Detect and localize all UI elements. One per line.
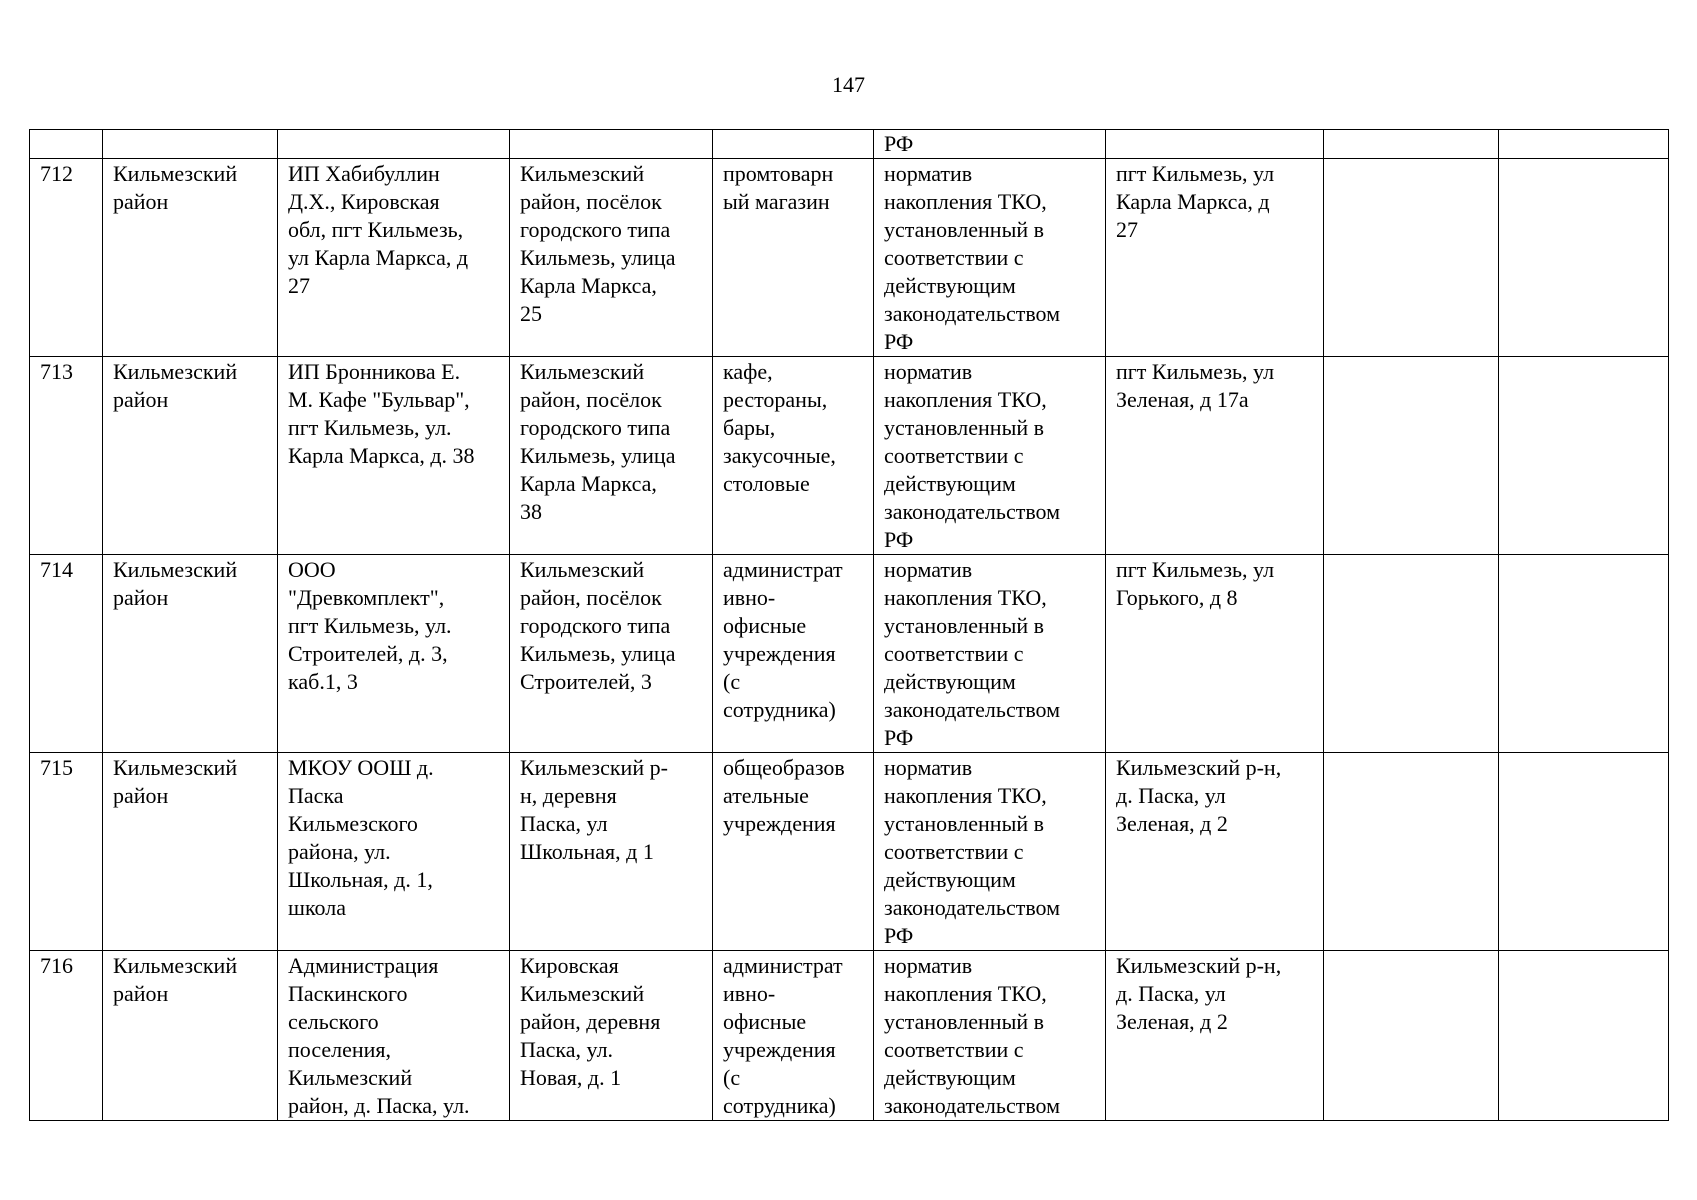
- cell-org: Администрация Паскинского сельского поселения, Кильмезский район, д. Паска, ул.: [278, 951, 510, 1121]
- cell-norm: норматив накопления ТКО, установленный в соответствии с действующим законодательством РФ: [874, 753, 1106, 951]
- table-row: [30, 951, 1669, 1121]
- cell-category: промтоварн ый магазин: [713, 159, 874, 357]
- page-number: 147: [832, 72, 865, 97]
- cell-org: ООО "Древкомплект", пгт Кильмезь, ул. Строителей, д. 3, каб.1, 3: [278, 555, 510, 753]
- cell-address: Кильмезский р- н, деревня Паска, ул Школьная, д 1: [510, 753, 713, 951]
- cell-district: [103, 130, 278, 159]
- cell-extra-2: [1499, 555, 1669, 753]
- cell-norm: норматив накопления ТКО, установленный в соответствии с действующим законодательством РФ: [874, 159, 1106, 357]
- cell-org: ИП Бронникова Е. М. Кафе "Бульвар", пгт Кильмезь, ул. Карла Маркса, д. 38: [278, 357, 510, 555]
- cell-address: Кильмезский район, посёлок городского типа Кильмезь, улица Строителей, 3: [510, 555, 713, 753]
- cell-district: Кильмезский район: [103, 951, 278, 1121]
- cell-extra-1: [1324, 555, 1499, 753]
- waste-sites-table: [29, 129, 1669, 1121]
- cell-extra-1: [1324, 357, 1499, 555]
- cell-district: Кильмезский район: [103, 753, 278, 951]
- cell-category: [713, 130, 874, 159]
- cell-extra-1: [1324, 130, 1499, 159]
- cell-address: Кировская Кильмезский район, деревня Паска, ул. Новая, д. 1: [510, 951, 713, 1121]
- cell-extra-1: [1324, 951, 1499, 1121]
- cell-norm: норматив накопления ТКО, установленный в соответствии с действующим законодательством РФ: [874, 555, 1106, 753]
- cell-extra-2: [1499, 753, 1669, 951]
- cell-num: 715: [30, 753, 103, 951]
- table-row: [30, 159, 1669, 357]
- cell-district: Кильмезский район: [103, 159, 278, 357]
- cell-num: [30, 130, 103, 159]
- cell-address: Кильмезский район, посёлок городского типа Кильмезь, улица Карла Маркса, 38: [510, 357, 713, 555]
- table-row: [30, 555, 1669, 753]
- cell-extra-2: [1499, 951, 1669, 1121]
- table-row: [30, 753, 1669, 951]
- cell-site: пгт Кильмезь, ул Зеленая, д 17а: [1106, 357, 1324, 555]
- cell-norm: РФ: [874, 130, 1106, 159]
- cell-site: Кильмезский р-н, д. Паска, ул Зеленая, д 2: [1106, 753, 1324, 951]
- cell-norm: норматив накопления ТКО, установленный в соответствии с действующим законодательством РФ: [874, 357, 1106, 555]
- cell-org: МКОУ ООШ д. Паска Кильмезского района, ул. Школьная, д. 1, школа: [278, 753, 510, 951]
- cell-category: общеобразов ательные учреждения: [713, 753, 874, 951]
- cell-extra-2: [1499, 159, 1669, 357]
- cell-num: 714: [30, 555, 103, 753]
- cell-site: пгт Кильмезь, ул Горького, д 8: [1106, 555, 1324, 753]
- cell-extra-2: [1499, 130, 1669, 159]
- cell-district: Кильмезский район: [103, 357, 278, 555]
- cell-org: [278, 130, 510, 159]
- cell-extra-2: [1499, 357, 1669, 555]
- cell-norm: норматив накопления ТКО, установленный в соответствии с действующим законодательством: [874, 951, 1106, 1121]
- cell-extra-1: [1324, 159, 1499, 357]
- table-row-continuation: [30, 130, 1669, 159]
- cell-site: пгт Кильмезь, ул Карла Маркса, д 27: [1106, 159, 1324, 357]
- cell-site: Кильмезский р-н, д. Паска, ул Зеленая, д 2: [1106, 951, 1324, 1121]
- cell-category: кафе, рестораны, бары, закусочные, столовые: [713, 357, 874, 555]
- cell-num: 713: [30, 357, 103, 555]
- cell-num: 716: [30, 951, 103, 1121]
- cell-category: администрат ивно- офисные учреждения (с сотрудника): [713, 951, 874, 1121]
- cell-district: Кильмезский район: [103, 555, 278, 753]
- cell-address: Кильмезский район, посёлок городского типа Кильмезь, улица Карла Маркса, 25: [510, 159, 713, 357]
- cell-num: 712: [30, 159, 103, 357]
- cell-extra-1: [1324, 753, 1499, 951]
- cell-category: администрат ивно- офисные учреждения (с сотрудника): [713, 555, 874, 753]
- cell-org: ИП Хабибуллин Д.Х., Кировская обл, пгт Кильмезь, ул Карла Маркса, д 27: [278, 159, 510, 357]
- cell-site: [1106, 130, 1324, 159]
- table-row: [30, 357, 1669, 555]
- cell-address: [510, 130, 713, 159]
